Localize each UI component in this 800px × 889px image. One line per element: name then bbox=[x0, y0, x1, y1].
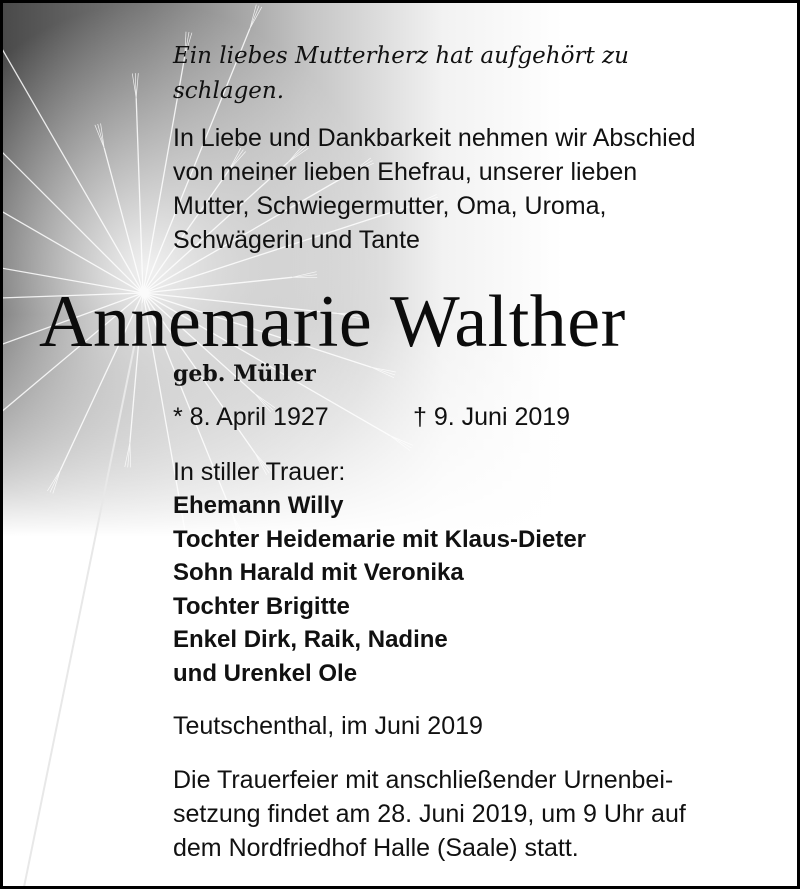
mourners-heading: In stiller Trauer: bbox=[173, 458, 346, 486]
farewell-line: Mutter, Schwiegermutter, Oma, Uroma, bbox=[173, 192, 607, 220]
notice-line: dem Nordfriedhof Halle (Saale) statt. bbox=[173, 834, 579, 862]
birth-date: * 8. April 1927 bbox=[173, 403, 329, 431]
mourners-list bbox=[173, 489, 586, 690]
death-date: † 9. Juni 2019 bbox=[413, 403, 571, 431]
intro-verse bbox=[173, 39, 629, 109]
mourner-item: Ehemann Willy bbox=[173, 492, 344, 519]
mourner-item: Sohn Harald mit Veronika bbox=[173, 559, 464, 586]
notice-line: Die Trauerfeier mit anschließender Urnenbei- bbox=[173, 766, 674, 794]
intro-line: schlagen. bbox=[173, 78, 285, 104]
place-and-date: Teutschenthal, im Juni 2019 bbox=[173, 712, 483, 740]
deceased-name: Annemarie Walther bbox=[39, 281, 626, 363]
farewell-line: In Liebe und Dankbarkeit nehmen wir Abschied bbox=[173, 124, 696, 152]
mourner-item: Tochter Heidemarie mit Klaus-Dieter bbox=[173, 525, 587, 553]
mourner-item: und Urenkel Ole bbox=[173, 659, 358, 687]
intro-line: Ein liebes Mutterherz hat aufgehört zu bbox=[173, 43, 629, 69]
farewell-text bbox=[173, 121, 696, 257]
mourner-item: Enkel Dirk, Raik, Nadine bbox=[173, 626, 448, 653]
notice-line: setzung findet am 28. Juni 2019, um 9 Uhr auf bbox=[173, 800, 686, 828]
maiden-name: geb. Müller bbox=[173, 361, 316, 387]
mourner-item: Tochter Brigitte bbox=[173, 592, 350, 620]
farewell-line: Schwägerin und Tante bbox=[173, 226, 420, 254]
funeral-notice bbox=[173, 763, 686, 865]
farewell-line: von meiner lieben Ehefrau, unserer lieben bbox=[173, 158, 638, 186]
